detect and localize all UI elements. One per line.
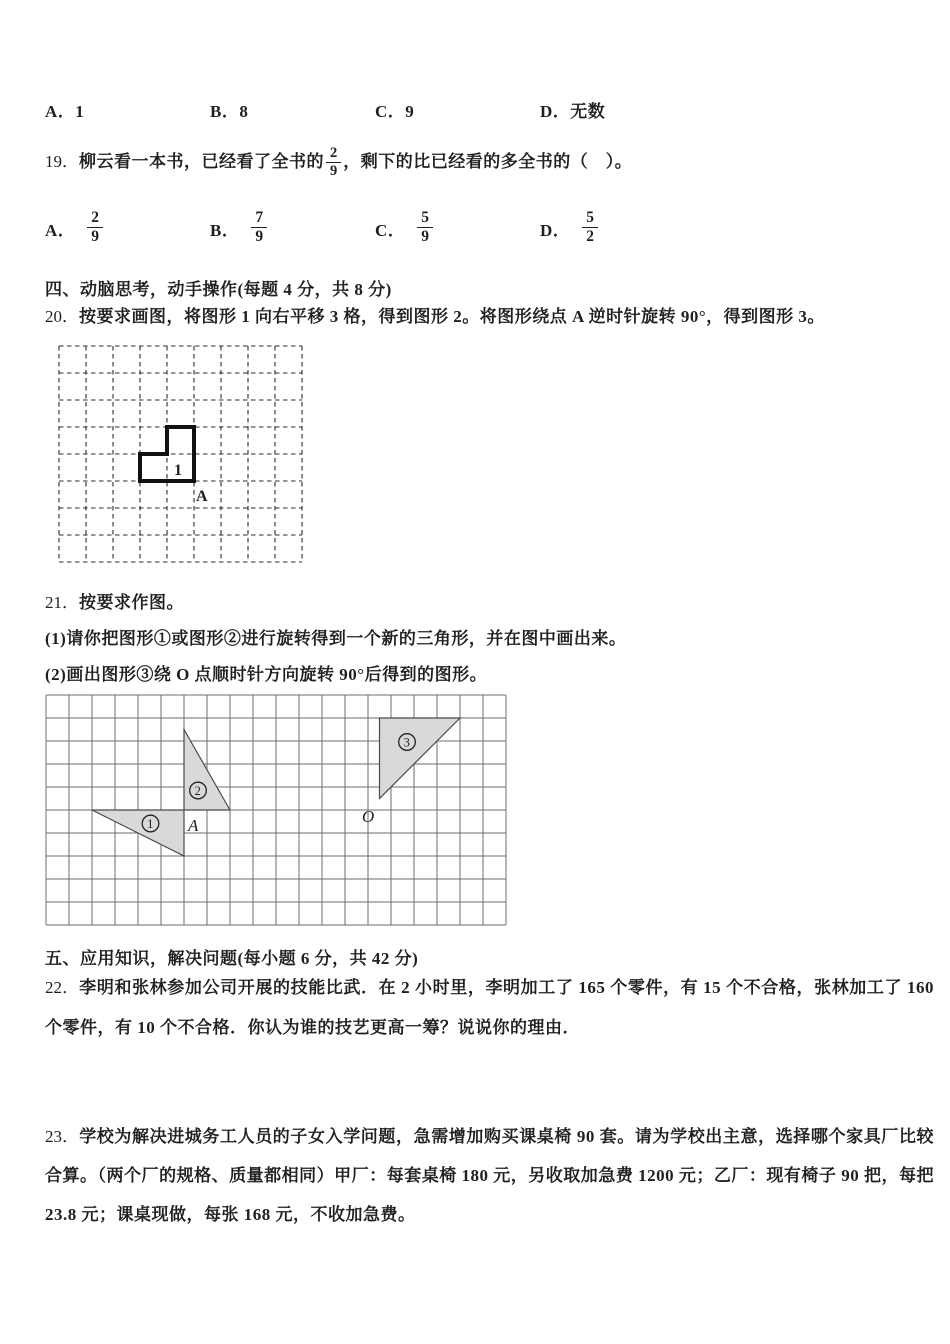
option-label: D． bbox=[540, 102, 571, 121]
translation-grid-figure bbox=[58, 345, 303, 563]
point-o-label: O bbox=[362, 807, 375, 826]
svg-text:2: 2 bbox=[194, 783, 202, 798]
rotation-grid-figure bbox=[45, 694, 507, 926]
q18-option-c bbox=[375, 101, 414, 123]
q20-text: 按要求画图，将图形 1 向右平移 3 格，得到图形 2。将图形绕点 A 逆时针旋转 90°，得到图形 3。 bbox=[79, 307, 825, 326]
q18-option-b bbox=[210, 101, 248, 123]
q23-stem bbox=[45, 1117, 934, 1234]
fraction: $\frac{7}{9}$ bbox=[251, 209, 267, 246]
q23-number: 23． bbox=[45, 1127, 80, 1146]
section5-header: 五、应用知识，解决问题(每小题 6 分，共 42 分) bbox=[45, 949, 419, 968]
q19-option-b: B． $\frac{7}{9}$ bbox=[210, 194, 269, 246]
l-shape-figure-1 bbox=[140, 427, 194, 481]
q22-text: 李明和张林参加公司开展的技能比武．在 2 小时里，李明加工了 165 个零件，有 15 个不合格，张林加工了 160 个零件，有 10 个不合格．你认为谁的技艺更高一筹？说说你的理由． bbox=[45, 978, 935, 1037]
q19-option-d: D． $\frac{5}{2}$ bbox=[540, 194, 600, 246]
triangle-3 bbox=[380, 718, 461, 799]
option-value: 8 bbox=[239, 102, 249, 121]
point-a-label: A bbox=[196, 488, 209, 505]
q19-stem bbox=[45, 146, 632, 180]
q19-text-before: 柳云看一本书，已经看了全书的 bbox=[79, 152, 324, 172]
q21-sub1: (1)请你把图形①或图形②进行旋转得到一个新的三角形，并在图中画出来。 bbox=[45, 629, 627, 648]
option-label: B． bbox=[210, 102, 240, 121]
svg-text:3: 3 bbox=[403, 735, 411, 750]
option-value: 无数 bbox=[570, 102, 606, 121]
q18-option-a bbox=[45, 101, 84, 123]
q20-stem bbox=[45, 306, 825, 328]
q22-stem bbox=[45, 968, 934, 1048]
option-value: 9 bbox=[405, 102, 415, 121]
q21-text: 按要求作图。 bbox=[79, 593, 184, 612]
q23-text: 学校为解决进城务工人员的子女入学问题，急需增加购买课桌椅 90 套。请为学校出主意，选择哪个家具厂比较合算。（两个厂的规格、质量都相同）甲厂：每套桌椅 180 元，另收取加急费 1200 元；乙厂：现有椅子 90 把，每把 23.8 元；课桌现做，每张 168 元，不收加急费。 bbox=[45, 1127, 935, 1224]
q21-sub2: (2)画出图形③绕 O 点顺时针方向旋转 90°后得到的图形。 bbox=[45, 665, 488, 684]
q19-option-a: A． $\frac{2}{9}$ bbox=[45, 194, 105, 246]
option-label: A． bbox=[45, 102, 76, 121]
q21-stem bbox=[45, 592, 184, 614]
option-label: C． bbox=[375, 102, 406, 121]
fraction: $\frac{5}{9}$ bbox=[417, 209, 433, 246]
dashed-grid-lines bbox=[59, 346, 302, 562]
q19-option-c: C． $\frac{5}{9}$ bbox=[375, 194, 435, 246]
svg-text:1: 1 bbox=[147, 816, 154, 831]
point-a-label: A bbox=[188, 816, 199, 835]
q21-number: 21． bbox=[45, 593, 79, 612]
q19-text-after: ，剩下的比已经看的多全书的（ ）。 bbox=[343, 152, 633, 172]
q18-option-d bbox=[540, 101, 605, 123]
shape-1-label: 1 bbox=[174, 462, 183, 479]
section4-header: 四、动脑思考，动手操作(每题 4 分，共 8 分) bbox=[45, 280, 392, 299]
fraction: $\frac{5}{2}$ bbox=[582, 209, 598, 246]
q22-number: 22． bbox=[45, 978, 80, 997]
option-value: 1 bbox=[75, 102, 85, 121]
q19-number: 19． bbox=[45, 152, 79, 172]
fraction: $\frac{2}{9}$ bbox=[87, 209, 103, 246]
q20-number: 20． bbox=[45, 307, 79, 326]
q19-inline-fraction: $\frac{2}{9}$ bbox=[326, 145, 341, 179]
